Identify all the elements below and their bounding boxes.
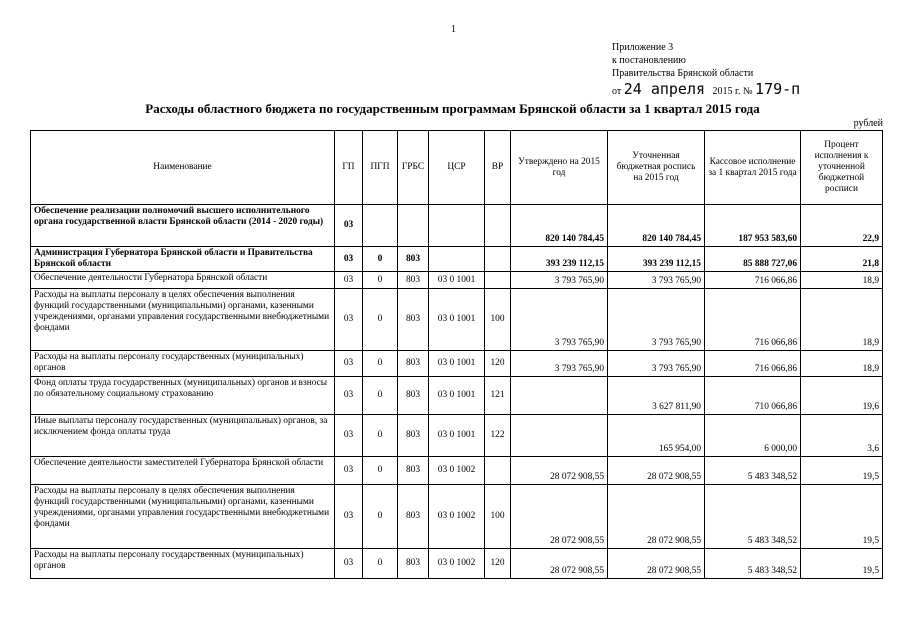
- row-name: Обеспечение реализации полномочий высшего исполнительного органа государственной власти Брянской области (2014 - 2020 годы): [31, 205, 335, 247]
- row-csr: 03 0 1002: [429, 457, 485, 485]
- row-name: Обеспечение деятельности Губернатора Брянской области: [31, 272, 335, 289]
- row-approved: 3 793 765,90: [511, 351, 608, 377]
- date-prefix: от: [612, 86, 622, 97]
- row-gp: 03: [335, 415, 363, 457]
- row-csr: [429, 247, 485, 272]
- row-cash: 187 953 583,60: [705, 205, 801, 247]
- row-pgp: 0: [363, 415, 398, 457]
- decree-number-handwritten: 179-п: [755, 80, 801, 98]
- row-csr: 03 0 1001: [429, 351, 485, 377]
- row-percent: 19,5: [801, 457, 883, 485]
- table-header-row: [31, 131, 883, 205]
- row-grbs: 803: [398, 351, 429, 377]
- row-pgp: 0: [363, 247, 398, 272]
- row-updated: 28 072 908,55: [608, 457, 705, 485]
- table-row: [31, 351, 883, 377]
- budget-table: [30, 130, 883, 579]
- row-pgp: [363, 205, 398, 247]
- row-cash: 716 066,86: [705, 272, 801, 289]
- col-header-grbs: ГРБС: [398, 131, 429, 205]
- row-percent: 18,9: [801, 272, 883, 289]
- row-updated: 820 140 784,45: [608, 205, 705, 247]
- row-name: Расходы на выплаты персоналу государственных (муниципальных) органов: [31, 351, 335, 377]
- row-vr: 120: [485, 549, 511, 579]
- row-percent: 19,6: [801, 377, 883, 415]
- currency-unit: рублей: [853, 118, 883, 129]
- row-cash: 710 066,86: [705, 377, 801, 415]
- row-csr: 03 0 1001: [429, 289, 485, 351]
- table-row: [31, 457, 883, 485]
- row-grbs: 803: [398, 457, 429, 485]
- row-name: Обеспечение деятельности заместителей Губернатора Брянской области: [31, 457, 335, 485]
- col-header-gp: ГП: [335, 131, 363, 205]
- row-approved: 28 072 908,55: [511, 549, 608, 579]
- row-name: Фонд оплаты труда государственных (муниципальных) органов и взносы по обязательному социальному страхованию: [31, 377, 335, 415]
- row-name: Иные выплаты персоналу государственных (муниципальных) органов, за исключением фонда оплаты труда: [31, 415, 335, 457]
- row-csr: 03 0 1001: [429, 272, 485, 289]
- row-updated: 28 072 908,55: [608, 485, 705, 549]
- table-row: [31, 549, 883, 579]
- row-grbs: 803: [398, 377, 429, 415]
- decree-date-handwritten: 24 апреля: [623, 80, 706, 98]
- row-percent: 21,8: [801, 247, 883, 272]
- row-updated: 3 793 765,90: [608, 289, 705, 351]
- row-name: Расходы на выплаты персоналу государственных (муниципальных) органов: [31, 549, 335, 579]
- document-title: Расходы областного бюджета по государственным программам Брянской области за 1 квартал 2015 года: [145, 101, 760, 116]
- table-row: [31, 485, 883, 549]
- row-csr: 03 0 1002: [429, 549, 485, 579]
- col-header-csr: ЦСР: [429, 131, 485, 205]
- row-cash: 716 066,86: [705, 351, 801, 377]
- row-percent: 19,5: [801, 485, 883, 549]
- col-header-percent: Процент исполнения к уточненной бюджетной росписи: [801, 131, 883, 205]
- table-row: [31, 415, 883, 457]
- row-updated: 393 239 112,15: [608, 247, 705, 272]
- row-gp: 03: [335, 272, 363, 289]
- row-approved: 28 072 908,55: [511, 457, 608, 485]
- row-pgp: 0: [363, 549, 398, 579]
- row-approved: 820 140 784,45: [511, 205, 608, 247]
- row-cash: 716 066,86: [705, 289, 801, 351]
- row-gp: 03: [335, 205, 363, 247]
- row-gp: 03: [335, 485, 363, 549]
- row-cash: 5 483 348,52: [705, 549, 801, 579]
- col-header-cash: Кассовое исполнение за 1 квартал 2015 года: [705, 131, 801, 205]
- row-updated: 3 793 765,90: [608, 351, 705, 377]
- row-approved: 3 793 765,90: [511, 289, 608, 351]
- row-cash: 5 483 348,52: [705, 457, 801, 485]
- row-name: Расходы на выплаты персоналу в целях обеспечения выполнения функций государственными (муниципальными) органами, казенными учреждениями, органами управления государственными внебюджетными фондами: [31, 485, 335, 549]
- row-updated: 165 954,00: [608, 415, 705, 457]
- row-pgp: 0: [363, 351, 398, 377]
- appendix-line-2: к постановлению: [612, 55, 686, 66]
- row-cash: 5 483 348,52: [705, 485, 801, 549]
- row-csr: 03 0 1001: [429, 377, 485, 415]
- row-gp: 03: [335, 457, 363, 485]
- row-updated: 3 793 765,90: [608, 272, 705, 289]
- col-header-name: Наименование: [31, 131, 335, 205]
- row-percent: 19,5: [801, 549, 883, 579]
- row-approved: [511, 377, 608, 415]
- row-pgp: 0: [363, 289, 398, 351]
- table-body: [31, 205, 883, 579]
- col-header-pgp: ПГП: [363, 131, 398, 205]
- row-pgp: 0: [363, 485, 398, 549]
- row-gp: 03: [335, 549, 363, 579]
- row-csr: [429, 205, 485, 247]
- row-cash: 85 888 727,06: [705, 247, 801, 272]
- row-grbs: 803: [398, 272, 429, 289]
- table-row: [31, 377, 883, 415]
- row-approved: 393 239 112,15: [511, 247, 608, 272]
- row-approved: [511, 415, 608, 457]
- table-row: [31, 205, 883, 247]
- row-percent: 3,6: [801, 415, 883, 457]
- date-suffix: 2015 г. №: [712, 86, 753, 97]
- row-pgp: 0: [363, 377, 398, 415]
- row-vr: 122: [485, 415, 511, 457]
- row-updated: 3 627 811,90: [608, 377, 705, 415]
- row-grbs: 803: [398, 549, 429, 579]
- row-percent: 18,9: [801, 351, 883, 377]
- row-cash: 6 000,00: [705, 415, 801, 457]
- appendix-line-1: Приложение 3: [612, 42, 674, 53]
- row-updated: 28 072 908,55: [608, 549, 705, 579]
- row-gp: 03: [335, 247, 363, 272]
- row-grbs: [398, 205, 429, 247]
- row-name: Расходы на выплаты персоналу в целях обеспечения выполнения функций государственными (муниципальными) органами, казенными учреждениями, органами управления государственными внебюджетными фондами: [31, 289, 335, 351]
- row-vr: 120: [485, 351, 511, 377]
- row-gp: 03: [335, 351, 363, 377]
- row-vr: [485, 272, 511, 289]
- table-row: [31, 247, 883, 272]
- col-header-updated: Уточненная бюджетная роспись на 2015 год: [608, 131, 705, 205]
- col-header-vr: ВР: [485, 131, 511, 205]
- row-vr: 100: [485, 289, 511, 351]
- row-grbs: 803: [398, 289, 429, 351]
- row-csr: 03 0 1002: [429, 485, 485, 549]
- row-approved: 28 072 908,55: [511, 485, 608, 549]
- appendix-line-3: Правительства Брянской области: [612, 68, 754, 79]
- row-vr: [485, 457, 511, 485]
- row-gp: 03: [335, 289, 363, 351]
- row-grbs: 803: [398, 485, 429, 549]
- row-percent: 18,9: [801, 289, 883, 351]
- row-approved: 3 793 765,90: [511, 272, 608, 289]
- table-row: [31, 289, 883, 351]
- row-grbs: 803: [398, 247, 429, 272]
- decree-date-line: [612, 80, 800, 98]
- col-header-approved: Утверждено на 2015 год: [511, 131, 608, 205]
- row-vr: [485, 247, 511, 272]
- table-row: [31, 272, 883, 289]
- row-pgp: 0: [363, 457, 398, 485]
- row-vr: 100: [485, 485, 511, 549]
- row-percent: 22,9: [801, 205, 883, 247]
- row-gp: 03: [335, 377, 363, 415]
- row-vr: [485, 205, 511, 247]
- row-pgp: 0: [363, 272, 398, 289]
- row-csr: 03 0 1001: [429, 415, 485, 457]
- row-name: Администрация Губернатора Брянской области и Правительства Брянской области: [31, 247, 335, 272]
- row-vr: 121: [485, 377, 511, 415]
- row-grbs: 803: [398, 415, 429, 457]
- page-number: 1: [451, 24, 456, 35]
